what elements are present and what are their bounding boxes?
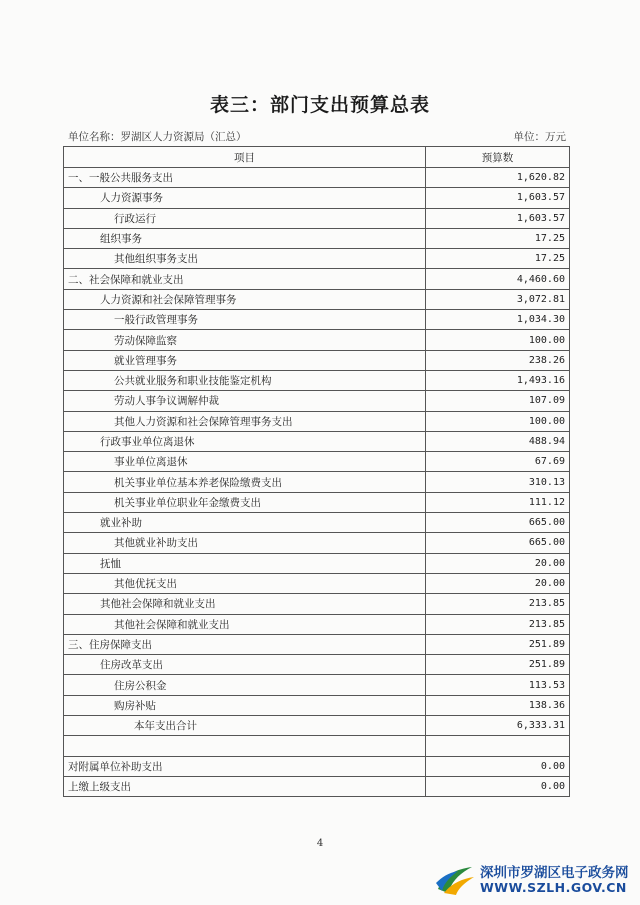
table-row [64,513,570,533]
row-item: 住房公积金 [64,675,426,695]
table-row [64,655,570,675]
budget-table [63,146,570,797]
table-row [64,736,570,756]
table-row [64,289,570,309]
table-row [64,310,570,330]
row-item [64,736,426,756]
table-row [64,208,570,228]
row-item: 机关事业单位职业年金缴费支出 [64,492,426,512]
table-row [64,228,570,248]
row-item: 其他社会保障和就业支出 [64,594,426,614]
row-amount: 100.00 [426,411,570,431]
row-item: 其他人力资源和社会保障管理事务支出 [64,411,426,431]
table-row [64,249,570,269]
table-row [64,675,570,695]
table-row [64,391,570,411]
row-amount: 17.25 [426,228,570,248]
row-item: 上缴上级支出 [64,776,426,796]
table-header-row [64,147,570,168]
table-row [64,350,570,370]
row-amount: 310.13 [426,472,570,492]
column-header-item: 项目 [64,147,426,168]
row-amount: 20.00 [426,553,570,573]
row-amount: 0.00 [426,776,570,796]
row-amount: 67.69 [426,452,570,472]
table-row [64,614,570,634]
unit-name: 单位名称：罗湖区人力资源局（汇总） [68,131,247,143]
row-amount: 113.53 [426,675,570,695]
row-item: 组织事务 [64,228,426,248]
row-item: 住房改革支出 [64,655,426,675]
table-row [64,452,570,472]
row-item: 其他社会保障和就业支出 [64,614,426,634]
table-row [64,168,570,188]
unit-label: 单位：万元 [513,131,566,143]
table-row [64,594,570,614]
row-item: 劳动保障监察 [64,330,426,350]
row-item: 公共就业服务和职业技能鉴定机构 [64,370,426,390]
row-amount: 100.00 [426,330,570,350]
table-row [64,573,570,593]
row-amount: 213.85 [426,594,570,614]
table-row [64,756,570,776]
row-item: 人力资源事务 [64,188,426,208]
row-amount: 1,620.82 [426,168,570,188]
row-item: 机关事业单位基本养老保险缴费支出 [64,472,426,492]
table-row [64,411,570,431]
row-amount [426,736,570,756]
row-item: 一、一般公共服务支出 [64,168,426,188]
row-amount: 665.00 [426,533,570,553]
site-watermark [434,859,640,899]
row-amount: 3,072.81 [426,289,570,309]
table-row [64,188,570,208]
page-number: 4 [316,838,324,849]
row-item: 行政事业单位离退休 [64,431,426,451]
table-row [64,776,570,796]
row-item: 其他优抚支出 [64,573,426,593]
site-logo-icon [434,861,476,897]
row-item-total: 本年支出合计 [64,716,426,736]
row-item: 二、社会保障和就业支出 [64,269,426,289]
row-amount: 0.00 [426,756,570,776]
row-amount: 20.00 [426,573,570,593]
row-amount: 107.09 [426,391,570,411]
table-row [64,695,570,715]
table-row [64,533,570,553]
page-title: 表三：部门支出预算总表 [209,94,430,116]
table-row [64,492,570,512]
row-item: 劳动人事争议调解仲裁 [64,391,426,411]
row-item: 购房补贴 [64,695,426,715]
row-item: 抚恤 [64,553,426,573]
row-amount: 665.00 [426,513,570,533]
watermark-url: WWW.SZLH.GOV.CN [480,880,627,895]
row-amount: 251.89 [426,655,570,675]
table-row [64,330,570,350]
table-row [64,716,570,736]
row-amount: 238.26 [426,350,570,370]
table-row [64,472,570,492]
row-item: 三、住房保障支出 [64,634,426,654]
row-amount: 213.85 [426,614,570,634]
row-amount: 1,603.57 [426,188,570,208]
row-item: 行政运行 [64,208,426,228]
row-amount: 138.36 [426,695,570,715]
table-row [64,269,570,289]
row-item: 其他组织事务支出 [64,249,426,269]
row-amount: 251.89 [426,634,570,654]
row-amount-total: 6,333.31 [426,716,570,736]
row-item: 人力资源和社会保障管理事务 [64,289,426,309]
row-amount: 17.25 [426,249,570,269]
row-item: 事业单位离退休 [64,452,426,472]
row-amount: 488.94 [426,431,570,451]
column-header-budget: 预算数 [426,147,570,168]
row-amount: 111.12 [426,492,570,512]
row-item: 就业管理事务 [64,350,426,370]
row-amount: 1,034.30 [426,310,570,330]
table-meta [68,129,566,144]
watermark-name: 深圳市罗湖区电子政务网 [480,865,629,881]
row-item: 其他就业补助支出 [64,533,426,553]
row-amount: 1,603.57 [426,208,570,228]
table-row [64,431,570,451]
row-item: 就业补助 [64,513,426,533]
table-row [64,370,570,390]
row-amount: 1,493.16 [426,370,570,390]
row-item: 对附属单位补助支出 [64,756,426,776]
row-amount: 4,460.60 [426,269,570,289]
table-row [64,634,570,654]
row-item: 一般行政管理事务 [64,310,426,330]
table-row [64,553,570,573]
